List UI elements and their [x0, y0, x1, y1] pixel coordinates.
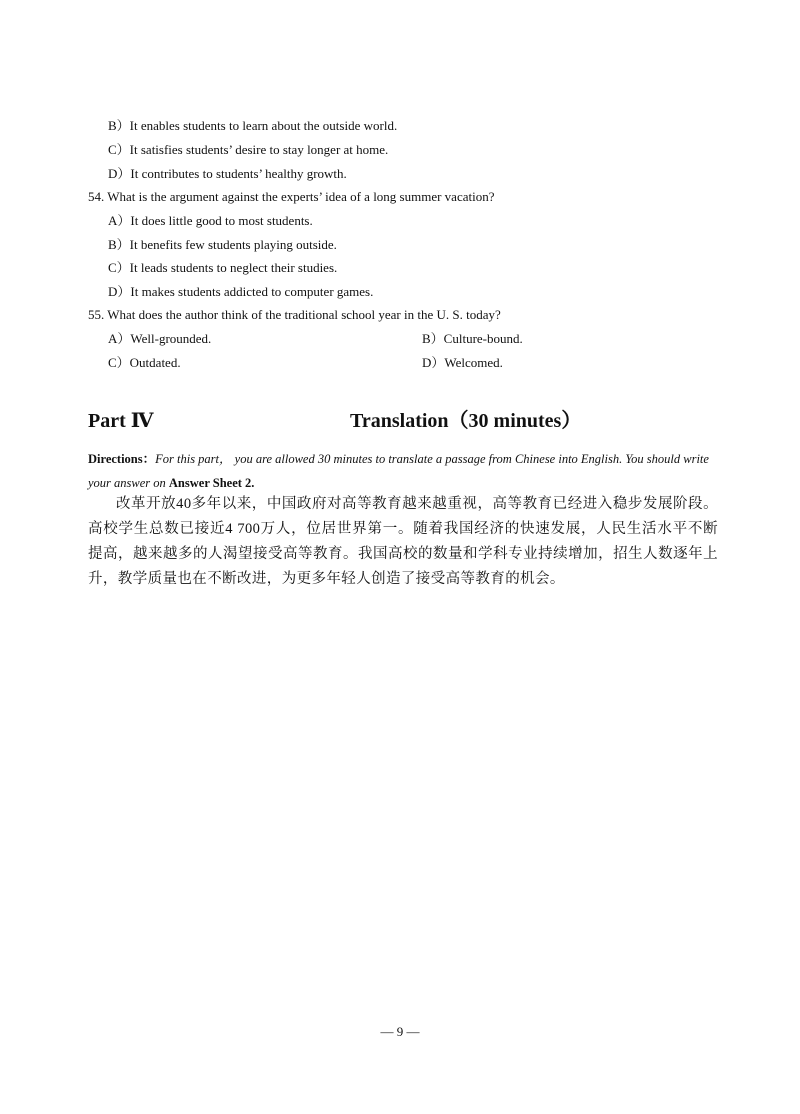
- q54-option-c: [108, 260, 337, 276]
- option-letter: D）: [108, 284, 131, 299]
- option-letter: B）: [422, 331, 444, 346]
- option-letter: C）: [108, 142, 130, 157]
- option-letter: C）: [108, 260, 130, 275]
- page-number: — 9 —: [380, 1024, 420, 1039]
- option-text: Culture-bound.: [443, 331, 523, 346]
- option-letter: B）: [108, 237, 130, 252]
- directions: [88, 447, 718, 495]
- option-letter: D）: [108, 166, 131, 181]
- option-text: It makes students addicted to computer games.: [130, 284, 374, 299]
- option-letter: A）: [108, 213, 131, 228]
- option-text: It satisfies students’ desire to stay longer at home.: [129, 142, 389, 157]
- option-letter: D）: [422, 355, 445, 370]
- option-letter: A）: [108, 331, 131, 346]
- q53-option-b: [108, 118, 397, 134]
- translation-passage: 改革开放40多年以来，中国政府对高等教育越来越重视，高等教育已经进入稳步发展阶段。高校学生总数已接近4 700万人，位居世界第一。随着我国经济的快速发展，人民生活水平不断提高，越来越多的人渴望接受高等教育。我国高校的数量和学科专业持续增加，招生人数逐年上升，教学质量也在不断改进，为更多年轻人创造了接受高等教育的机会。: [88, 496, 718, 587]
- q53-option-d: [108, 166, 347, 182]
- q54-option-d: [108, 284, 373, 300]
- part-number: Part Ⅳ: [88, 410, 154, 432]
- directions-label: Directions：: [88, 452, 156, 466]
- q54-stem: 54. What is the argument against the experts’ idea of a long summer vacation?: [88, 189, 495, 204]
- q55-option-c: [108, 355, 181, 371]
- q55-stem: 55. What does the author think of the traditional school year in the U. S. today?: [88, 307, 501, 322]
- q54-option-b: [108, 237, 337, 253]
- option-text: Outdated.: [129, 355, 181, 370]
- option-text: It leads students to neglect their studies.: [129, 260, 338, 275]
- q55-option-a: [108, 331, 211, 347]
- q55-option-b: [422, 331, 523, 347]
- directions-text: For this part， you are allowed 30 minutes to translate a passage from Chinese into English. You should write your answer on: [88, 452, 709, 490]
- option-text: It contributes to students’ healthy growth.: [130, 166, 347, 181]
- answer-sheet-reference: Answer Sheet 2.: [168, 476, 255, 490]
- option-text: Welcomed.: [444, 355, 503, 370]
- q54-option-a: [108, 213, 313, 229]
- option-text: It enables students to learn about the outside world.: [129, 118, 398, 133]
- part-title: Translation（30 minutes）: [350, 410, 582, 432]
- option-text: Well-grounded.: [130, 331, 212, 346]
- option-letter: C）: [108, 355, 130, 370]
- option-text: It benefits few students playing outside.: [129, 237, 337, 252]
- q55-option-d: [422, 355, 503, 371]
- q53-option-c: [108, 142, 388, 158]
- option-text: It does little good to most students.: [130, 213, 313, 228]
- option-letter: B）: [108, 118, 130, 133]
